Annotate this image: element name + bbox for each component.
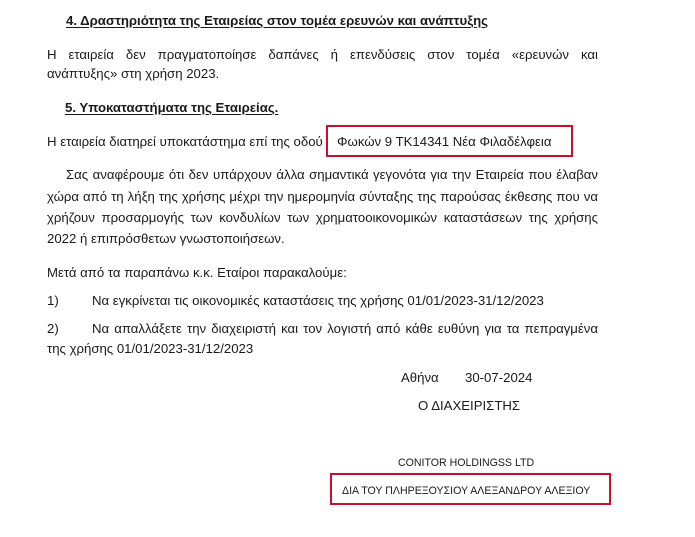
section-4-heading: 4. Δραστηριότητα της Εταιρείας στον τομέα ερευνών και ανάπτυξης xyxy=(66,13,488,28)
request-2-number: 2) xyxy=(47,321,59,336)
events-line-1: Σας αναφέρουμε ότι δεν υπάρχουν άλλα σημαντικά γεγονότα για την Εταιρεία που έλαβαν xyxy=(66,167,598,182)
events-line-2: χώρα από τη λήξη της χρήσης μέχρι την ημερομηνία σύνταξης της παρούσας έκθεσης που να xyxy=(47,189,598,204)
branch-address-highlight-box xyxy=(326,125,573,157)
requests-intro: Μετά από τα παραπάνω κ.κ. Εταίροι παρακαλούμε: xyxy=(47,265,347,280)
signature-on-behalf: ΔΙΑ ΤΟΥ ΠΛΗΡΕΞΟΥΣΙΟΥ ΑΛΕΞΑΝΔΡΟΥ ΑΛΕΞΙΟΥ xyxy=(342,485,591,497)
request-1-text: Να εγκρίνεται τις οικονομικές καταστάσεις της χρήσης 01/01/2023-31/12/2023 xyxy=(92,293,544,308)
signature-highlight-box xyxy=(330,473,611,505)
section-4-line-1: Η εταιρεία δεν πραγματοποίησε δαπάνες ή επενδύσεις στον τομέα «ερευνών και xyxy=(47,47,598,62)
events-line-3: χρήζουν προσαρμογής των κονδυλίων των χρηματοοικονομικών καταστάσεων της χρήσης xyxy=(47,210,598,225)
request-2-text-line-2: της χρήσης 01/01/2023-31/12/2023 xyxy=(47,341,254,356)
events-line-4: 2022 ή επιπρόσθετων γνωστοποιήσεων. xyxy=(47,231,285,246)
signature-date: 30-07-2024 xyxy=(465,370,533,385)
branch-sentence-prefix: Η εταιρεία διατηρεί υποκατάστημα επί της οδού xyxy=(47,134,323,149)
signature-city: Αθήνα xyxy=(401,370,439,385)
branch-address: Φωκών 9 ΤΚ14341 Νέα Φιλαδέλφεια xyxy=(337,134,552,149)
request-1-number: 1) xyxy=(47,293,59,308)
section-4-line-2: ανάπτυξης» στη χρήση 2023. xyxy=(47,66,220,81)
signature-role: Ο ΔΙΑΧΕΙΡΙΣΤΗΣ xyxy=(418,398,521,413)
request-2-text-line-1: Να απαλλάξετε την διαχειριστή και τον λογιστή από κάθε ευθύνη για τα πεπραγμένα xyxy=(92,321,598,336)
signature-company: CONITOR HOLDINGSS LTD xyxy=(398,457,535,469)
section-5-heading: 5. Υποκαταστήματα της Εταιρείας. xyxy=(65,100,279,115)
